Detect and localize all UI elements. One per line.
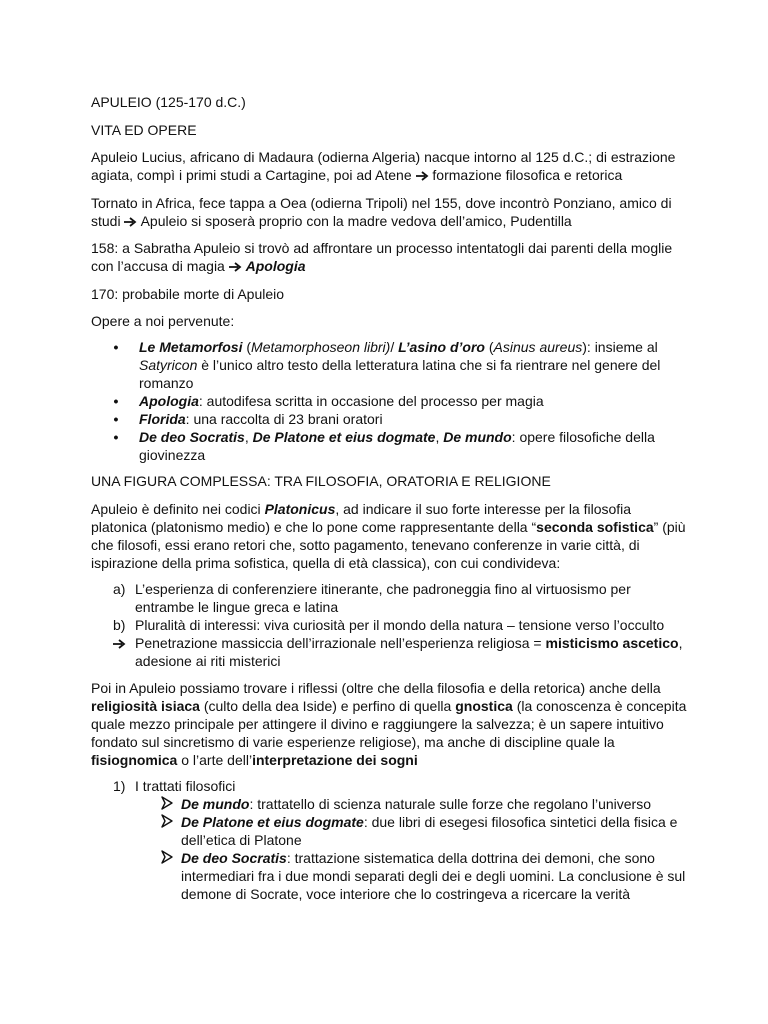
paragraph-religion: Poi in Apuleio possiamo trovare i riflessi (oltre che della filosofia e della retorica) anche della religiosità isiaca (culto della dea Iside) e perfino di quella gnostica (la conoscenza è concepita quale mezzo principale per attingere il divino e raggiungere la salvezza; è un sapere intuitivo fondato sul sincretismo di varie esperienze religiose), ma anche di discipline quale la fisiognomica o l’arte dell’interpretazione dei sogni bbox=[91, 679, 687, 768]
arrow-icon bbox=[124, 217, 137, 227]
bullet-icon: • bbox=[113, 411, 119, 427]
shared-traits-list bbox=[91, 580, 688, 670]
list-item: • Apologia: autodifesa scritta in occasione del processo per magia bbox=[139, 392, 688, 410]
list-item: De deo Socratis: trattazione sistematica della dottrina dei demoni, che sono intermediari fra i due mondi separati degli dei e degli uomini. La conclusione è sul demone di Socrate, voce interiore che lo costringeva a ricercare la verità bbox=[181, 849, 688, 903]
list-item: b) Pluralità di interessi: viva curiosità per il mondo della natura – tensione verso l’occulto bbox=[113, 616, 665, 633]
arrow-icon bbox=[416, 171, 429, 181]
section-heading-vita: VITA ED OPERE bbox=[91, 121, 197, 138]
list-item: • Le Metamorfosi (Metamorphoseon libri)/ L’asino d’oro (Asinus aureus): insieme al Satyricon è l’unico altro testo della letteratura latina che si fa rientrare nel genere del romanzo bbox=[139, 338, 688, 392]
bullet-icon: • bbox=[113, 429, 119, 445]
list-item: 1) I trattati filosofici De mundo: trattatello di scienza naturale sulle forze che regolano l’universo De Platone et eius dogmate: due libri di esegesi filosofica sintetici della fisica e dell’etica di Platone De deo Socratis: trattazione sistematica della dottrina dei demoni, che sono intermediari fra i due mondi separati degli dei e degli uomini. La conclusione è sul demone di Socrate, voce interiore che lo costringeva a ricercare la verità bbox=[135, 777, 688, 903]
section-heading-figura: UNA FIGURA COMPLESSA: TRA FILOSOFIA, ORATORIA E RELIGIONE bbox=[91, 473, 551, 489]
list-item: De mundo: trattatello di scienza naturale sulle forze che regolano l’universo bbox=[181, 795, 688, 813]
arrowhead-bullet-icon bbox=[161, 814, 173, 828]
paragraph-platonicus: Apuleio è definito nei codici Platonicus, ad indicare il suo forte interesse per la filosofia platonica (platonismo medio) e che lo pone come rappresentante della “seconda sofistica” (più che filosofi, essi erano retori che, sotto pagamento, tenevano conferenze in varie città, di ispirazione della prima sofistica, quella di età classica), con cui condivideva: bbox=[91, 500, 686, 571]
bullet-icon: • bbox=[113, 393, 119, 409]
paragraph-works-intro: Opere a noi pervenute: bbox=[91, 313, 235, 329]
arrow-icon bbox=[113, 639, 126, 649]
list-item: De Platone et eius dogmate: due libri di esegesi filosofica sintetici della fisica e dell’etica di Platone bbox=[181, 813, 688, 849]
paragraph-africa: Tornato in Africa, fece tappa a Oea (odierna Tripoli) nel 155, dove incontrò Ponziano, amico di studi Apuleio si sposerà proprio con la madre vedova dell’amico, Pudentilla bbox=[91, 194, 672, 229]
treatises-section-list bbox=[91, 777, 688, 903]
list-item: • De deo Socratis, De Platone et eius dogmate, De mundo: opere filosofiche della giovinezza bbox=[139, 428, 688, 464]
list-item: • Florida: una raccolta di 23 brani oratori bbox=[139, 410, 688, 428]
bullet-icon: • bbox=[113, 339, 119, 355]
paragraph-death: 170: probabile morte di Apuleio bbox=[91, 285, 285, 302]
arrowhead-bullet-icon bbox=[161, 850, 173, 864]
arrowhead-bullet-icon bbox=[161, 796, 173, 810]
works-list bbox=[91, 338, 688, 464]
treatises-list bbox=[135, 795, 688, 903]
paragraph-trial: 158: a Sabratha Apuleio si trovò ad affrontare un processo intentatogli dai parenti della moglie con l’accusa di magia Apologia bbox=[91, 240, 673, 274]
paragraph-origins: Apuleio Lucius, africano di Madaura (odierna Algeria) nacque intorno al 125 d.C.; di estrazione agiata, compì i primi studi a Cartagine, poi ad Atene formazione filosofica e retorica bbox=[91, 149, 676, 183]
list-item: a) L’esperienza di conferenziere itinerante, che padroneggia fino al virtuosismo per entrambe le lingue greca e latina bbox=[113, 580, 631, 615]
list-item: Penetrazione massiccia dell’irrazionale nell’esperienza religiosa = misticismo ascetico, adesione ai riti misterici bbox=[135, 634, 688, 670]
document-title: APULEIO (125-170 d.C.) bbox=[91, 94, 246, 110]
arrow-icon bbox=[229, 262, 242, 272]
